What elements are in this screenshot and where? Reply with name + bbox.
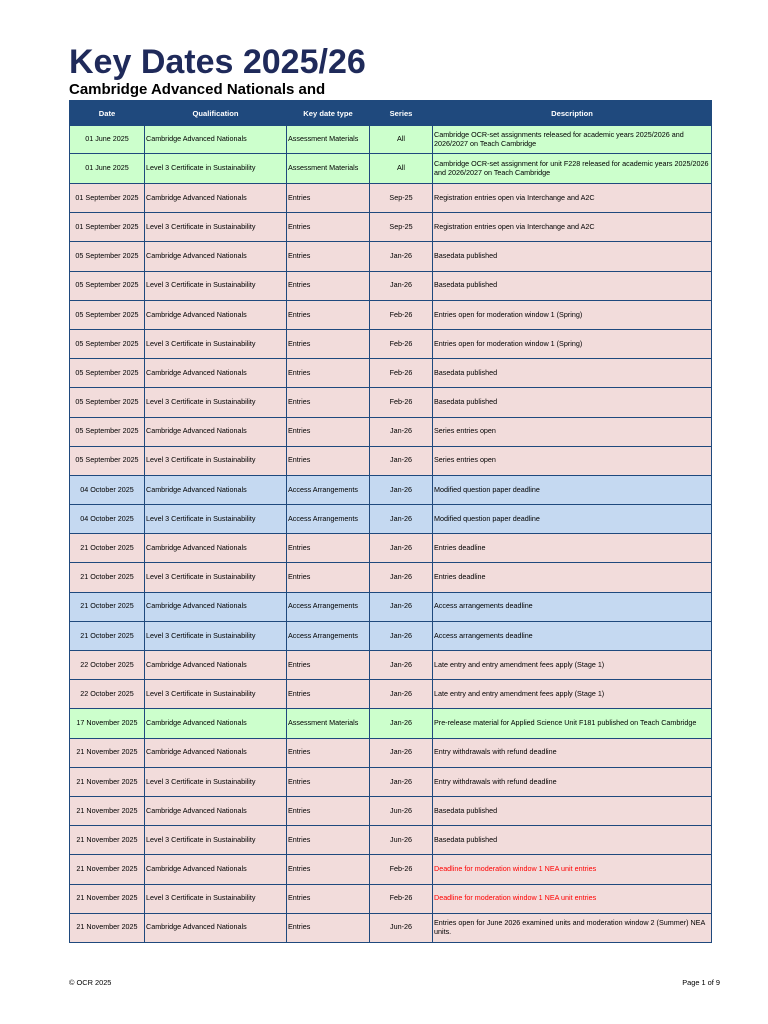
cell-description: Entry withdrawals with refund deadline (433, 767, 712, 796)
table-row (70, 826, 712, 855)
table-row (70, 126, 712, 154)
cell-date: 05 September 2025 (70, 242, 145, 271)
table-row (70, 271, 712, 300)
cell-qualification: Level 3 Certificate in Sustainability (145, 388, 287, 417)
cell-description: Registration entries open via Interchange and A2C (433, 213, 712, 242)
cell-description: Entries open for moderation window 1 (Spring) (433, 329, 712, 358)
cell-series: Jan-26 (370, 534, 433, 563)
cell-series: Jan-26 (370, 680, 433, 709)
cell-date: 22 October 2025 (70, 680, 145, 709)
cell-date: 21 October 2025 (70, 621, 145, 650)
cell-key-date-type: Access Arrangements (287, 475, 370, 504)
cell-key-date-type: Entries (287, 563, 370, 592)
table-row (70, 592, 712, 621)
table-row (70, 767, 712, 796)
table-row (70, 913, 712, 942)
cell-key-date-type: Assessment Materials (287, 709, 370, 738)
cell-key-date-type: Entries (287, 329, 370, 358)
cell-key-date-type: Entries (287, 271, 370, 300)
cell-description: Entry withdrawals with refund deadline (433, 738, 712, 767)
cell-series: All (370, 126, 433, 154)
cell-qualification: Level 3 Certificate in Sustainability (145, 767, 287, 796)
cell-key-date-type: Assessment Materials (287, 126, 370, 154)
cell-date: 21 November 2025 (70, 826, 145, 855)
cell-date: 21 October 2025 (70, 534, 145, 563)
cell-description: Cambridge OCR-set assignment for unit F228 released for academic years 2025/2026 and 2026/2027 on Teach Cambridge (433, 154, 712, 184)
cell-date: 21 November 2025 (70, 738, 145, 767)
table-row (70, 855, 712, 884)
cell-date: 05 September 2025 (70, 446, 145, 475)
cell-series: Jan-26 (370, 271, 433, 300)
cell-series: Jan-26 (370, 563, 433, 592)
cell-series: All (370, 154, 433, 184)
cell-date: 21 November 2025 (70, 767, 145, 796)
cell-series: Jan-26 (370, 621, 433, 650)
cell-series: Jan-26 (370, 242, 433, 271)
cell-description: Series entries open (433, 446, 712, 475)
cell-qualification: Cambridge Advanced Nationals (145, 417, 287, 446)
cell-qualification: Cambridge Advanced Nationals (145, 855, 287, 884)
table-row (70, 884, 712, 913)
cell-qualification: Level 3 Certificate in Sustainability (145, 271, 287, 300)
cell-qualification: Cambridge Advanced Nationals (145, 300, 287, 329)
cell-qualification: Level 3 Certificate in Sustainability (145, 154, 287, 184)
cell-description: Cambridge OCR-set assignments released for academic years 2025/2026 and 2026/2027 on Teach Cambridge (433, 126, 712, 154)
cell-qualification: Level 3 Certificate in Sustainability (145, 505, 287, 534)
cell-qualification: Cambridge Advanced Nationals (145, 709, 287, 738)
footer-page-number: Page 1 of 9 (682, 978, 720, 987)
cell-date: 21 October 2025 (70, 592, 145, 621)
cell-description: Entries deadline (433, 534, 712, 563)
cell-date: 01 September 2025 (70, 184, 145, 213)
cell-key-date-type: Entries (287, 855, 370, 884)
table-row (70, 184, 712, 213)
cell-series: Feb-26 (370, 329, 433, 358)
cell-series: Jun-26 (370, 796, 433, 825)
cell-series: Jan-26 (370, 475, 433, 504)
cell-series: Feb-26 (370, 855, 433, 884)
cell-qualification: Level 3 Certificate in Sustainability (145, 446, 287, 475)
cell-date: 01 September 2025 (70, 213, 145, 242)
table-row (70, 417, 712, 446)
cell-date: 01 June 2025 (70, 154, 145, 184)
table-row (70, 359, 712, 388)
cell-description: Late entry and entry amendment fees apply (Stage 1) (433, 680, 712, 709)
cell-series: Feb-26 (370, 359, 433, 388)
cell-series: Sep-25 (370, 213, 433, 242)
table-row (70, 213, 712, 242)
table-row (70, 446, 712, 475)
cell-series: Sep-25 (370, 184, 433, 213)
cell-date: 05 September 2025 (70, 271, 145, 300)
cell-series: Jun-26 (370, 826, 433, 855)
cell-key-date-type: Entries (287, 184, 370, 213)
cell-qualification: Level 3 Certificate in Sustainability (145, 329, 287, 358)
cell-series: Feb-26 (370, 388, 433, 417)
cell-description: Entries deadline (433, 563, 712, 592)
cell-key-date-type: Entries (287, 884, 370, 913)
cell-series: Jan-26 (370, 446, 433, 475)
cell-key-date-type: Entries (287, 738, 370, 767)
cell-date: 17 November 2025 (70, 709, 145, 738)
cell-description: Entries open for June 2026 examined units and moderation window 2 (Summer) NEA units. (433, 913, 712, 942)
cell-description: Basedata published (433, 359, 712, 388)
cell-description: Entries open for moderation window 1 (Spring) (433, 300, 712, 329)
cell-qualification: Cambridge Advanced Nationals (145, 738, 287, 767)
cell-date: 22 October 2025 (70, 651, 145, 680)
cell-qualification: Cambridge Advanced Nationals (145, 796, 287, 825)
cell-series: Jan-26 (370, 592, 433, 621)
cell-description: Series entries open (433, 417, 712, 446)
cell-key-date-type: Access Arrangements (287, 621, 370, 650)
header-description: Description (433, 101, 712, 126)
table-header-row (70, 101, 712, 126)
cell-key-date-type: Entries (287, 826, 370, 855)
cell-key-date-type: Entries (287, 446, 370, 475)
cell-date: 01 June 2025 (70, 126, 145, 154)
cell-qualification: Cambridge Advanced Nationals (145, 592, 287, 621)
table-row (70, 475, 712, 504)
cell-description: Access arrangements deadline (433, 621, 712, 650)
cell-series: Jan-26 (370, 767, 433, 796)
key-dates-table (69, 100, 712, 943)
cell-qualification: Cambridge Advanced Nationals (145, 242, 287, 271)
cell-date: 05 September 2025 (70, 329, 145, 358)
table-row (70, 621, 712, 650)
cell-series: Feb-26 (370, 300, 433, 329)
table-row (70, 680, 712, 709)
table-row (70, 563, 712, 592)
table-row (70, 505, 712, 534)
cell-series: Jan-26 (370, 417, 433, 446)
cell-description: Basedata published (433, 796, 712, 825)
cell-description: Basedata published (433, 388, 712, 417)
page-title: Key Dates 2025/26 (69, 43, 366, 81)
cell-key-date-type: Entries (287, 242, 370, 271)
cell-date: 04 October 2025 (70, 505, 145, 534)
cell-qualification: Cambridge Advanced Nationals (145, 359, 287, 388)
cell-qualification: Level 3 Certificate in Sustainability (145, 213, 287, 242)
cell-key-date-type: Access Arrangements (287, 505, 370, 534)
cell-key-date-type: Entries (287, 213, 370, 242)
cell-qualification: Cambridge Advanced Nationals (145, 913, 287, 942)
cell-description: Modified question paper deadline (433, 505, 712, 534)
cell-key-date-type: Entries (287, 388, 370, 417)
cell-series: Jan-26 (370, 709, 433, 738)
header-key-date-type: Key date type (287, 101, 370, 126)
table-row (70, 388, 712, 417)
cell-key-date-type: Entries (287, 359, 370, 388)
cell-key-date-type: Entries (287, 534, 370, 563)
cell-description: Basedata published (433, 242, 712, 271)
cell-date: 21 November 2025 (70, 913, 145, 942)
table-row (70, 796, 712, 825)
cell-qualification: Cambridge Advanced Nationals (145, 534, 287, 563)
table-row (70, 154, 712, 184)
cell-qualification: Level 3 Certificate in Sustainability (145, 826, 287, 855)
cell-qualification: Cambridge Advanced Nationals (145, 184, 287, 213)
cell-key-date-type: Entries (287, 680, 370, 709)
header-series: Series (370, 101, 433, 126)
header-date: Date (70, 101, 145, 126)
table-row (70, 300, 712, 329)
cell-key-date-type: Entries (287, 767, 370, 796)
cell-description: Pre-release material for Applied Science Unit F181 published on Teach Cambridge (433, 709, 712, 738)
cell-description: Basedata published (433, 271, 712, 300)
cell-date: 21 November 2025 (70, 855, 145, 884)
cell-key-date-type: Entries (287, 417, 370, 446)
cell-key-date-type: Entries (287, 651, 370, 680)
cell-date: 21 November 2025 (70, 884, 145, 913)
cell-qualification: Level 3 Certificate in Sustainability (145, 563, 287, 592)
cell-description: Registration entries open via Interchange and A2C (433, 184, 712, 213)
page-subtitle: Cambridge Advanced Nationals and (69, 81, 326, 98)
cell-key-date-type: Entries (287, 913, 370, 942)
cell-date: 05 September 2025 (70, 417, 145, 446)
cell-description: Deadline for moderation window 1 NEA unit entries (433, 855, 712, 884)
table-row (70, 329, 712, 358)
table-row (70, 534, 712, 563)
table-row (70, 709, 712, 738)
cell-key-date-type: Access Arrangements (287, 592, 370, 621)
cell-key-date-type: Assessment Materials (287, 154, 370, 184)
table-body (70, 126, 712, 943)
cell-series: Jun-26 (370, 913, 433, 942)
cell-date: 04 October 2025 (70, 475, 145, 504)
cell-qualification: Level 3 Certificate in Sustainability (145, 680, 287, 709)
cell-description: Deadline for moderation window 1 NEA unit entries (433, 884, 712, 913)
cell-series: Feb-26 (370, 884, 433, 913)
cell-qualification: Cambridge Advanced Nationals (145, 126, 287, 154)
cell-description: Late entry and entry amendment fees apply (Stage 1) (433, 651, 712, 680)
cell-description: Basedata published (433, 826, 712, 855)
cell-series: Jan-26 (370, 738, 433, 767)
cell-date: 21 November 2025 (70, 796, 145, 825)
table-row (70, 651, 712, 680)
cell-qualification: Cambridge Advanced Nationals (145, 475, 287, 504)
footer-copyright: © OCR 2025 (69, 978, 112, 987)
cell-series: Jan-26 (370, 505, 433, 534)
header-qualification: Qualification (145, 101, 287, 126)
cell-description: Modified question paper deadline (433, 475, 712, 504)
table-row (70, 242, 712, 271)
cell-qualification: Level 3 Certificate in Sustainability (145, 884, 287, 913)
cell-qualification: Cambridge Advanced Nationals (145, 651, 287, 680)
cell-date: 21 October 2025 (70, 563, 145, 592)
table-row (70, 738, 712, 767)
cell-key-date-type: Entries (287, 300, 370, 329)
cell-key-date-type: Entries (287, 796, 370, 825)
cell-description: Access arrangements deadline (433, 592, 712, 621)
cell-series: Jan-26 (370, 651, 433, 680)
cell-date: 05 September 2025 (70, 388, 145, 417)
cell-qualification: Level 3 Certificate in Sustainability (145, 621, 287, 650)
cell-date: 05 September 2025 (70, 300, 145, 329)
cell-date: 05 September 2025 (70, 359, 145, 388)
